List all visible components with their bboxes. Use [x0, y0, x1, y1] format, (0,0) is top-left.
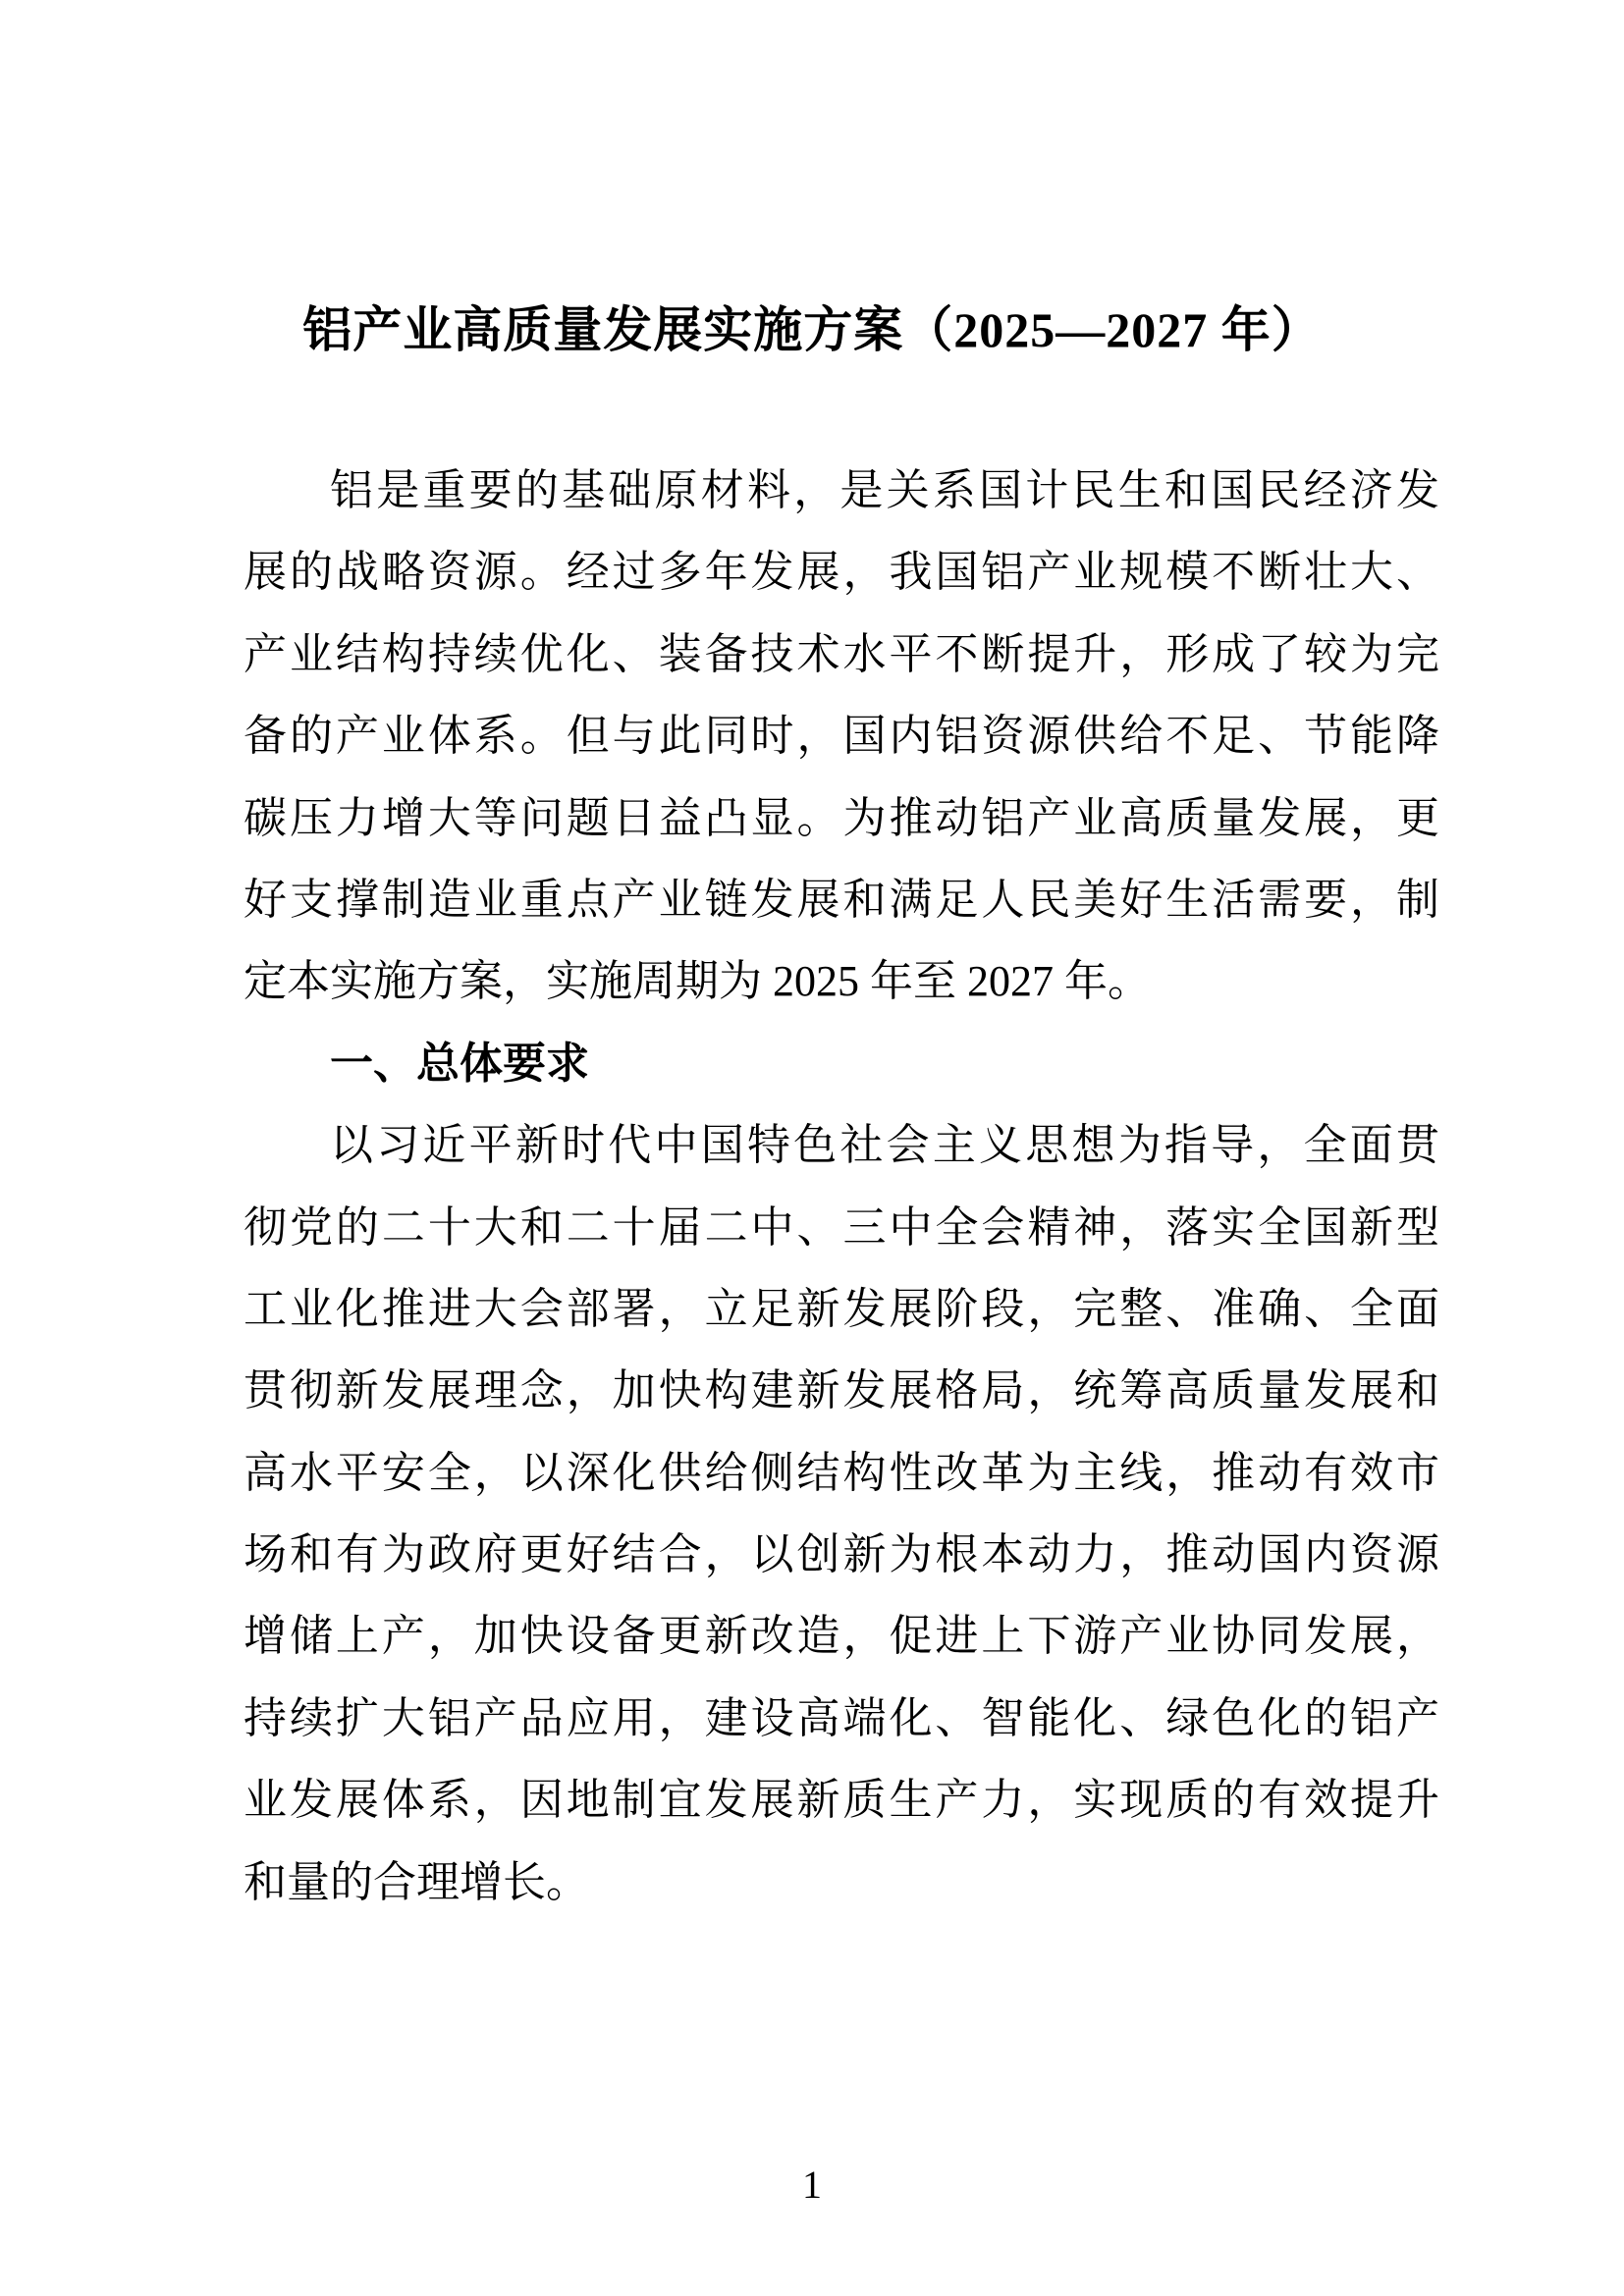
text-line: 工业化推进大会部署，立足新发展阶段，完整、准确、全面	[244, 1284, 1439, 1333]
page-number: 1	[802, 2163, 822, 2207]
document-body	[244, 450, 1439, 1923]
text-line: 场和有为政府更好结合，以创新为根本动力，推动国内资源	[244, 1530, 1439, 1579]
document-title: 铝产业高质量发展实施方案（2025—2027 年）	[302, 302, 1322, 357]
paragraph-1	[244, 450, 1439, 1023]
text-line: 好支撑制造业重点产业链发展和满足人民美好生活需要，制	[244, 875, 1439, 924]
text-line: 持续扩大铝产品应用，建设高端化、智能化、绿色化的铝产	[244, 1693, 1439, 1742]
text-line: 定本实施方案，实施周期为 2025 年至 2027 年。	[244, 957, 1151, 1006]
text-line: 高水平安全，以深化供给侧结构性改革为主线，推动有效市	[244, 1448, 1439, 1497]
text-line: 贯彻新发展理念，加快构建新发展格局，统筹高质量发展和	[244, 1366, 1439, 1415]
text-line: 和量的合理增长。	[244, 1857, 589, 1906]
text-line: 业发展体系，因地制宜发展新质生产力，实现质的有效提升	[244, 1776, 1439, 1825]
section-heading-overall-requirements: 一、总体要求	[330, 1039, 589, 1088]
text-line: 展的战略资源。经过多年发展，我国铝产业规模不断壮大、	[244, 548, 1439, 597]
text-line: 碳压力增大等问题日益凸显。为推动铝产业高质量发展，更	[244, 793, 1439, 842]
text-line: 增储上产，加快设备更新改造，促进上下游产业协同发展，	[244, 1612, 1439, 1661]
text-line: 备的产业体系。但与此同时，国内铝资源供给不足、节能降	[244, 712, 1439, 761]
text-line: 以习近平新时代中国特色社会主义思想为指导，全面贯	[330, 1121, 1439, 1170]
text-line: 彻党的二十大和二十届二中、三中全会精神，落实全国新型	[244, 1202, 1439, 1252]
paragraph-2	[244, 1104, 1439, 1923]
text-line: 铝是重要的基础原材料，是关系国计民生和国民经济发	[330, 466, 1439, 514]
text-line: 产业结构持续优化、装备技术水平不断提升，形成了较为完	[244, 629, 1439, 678]
